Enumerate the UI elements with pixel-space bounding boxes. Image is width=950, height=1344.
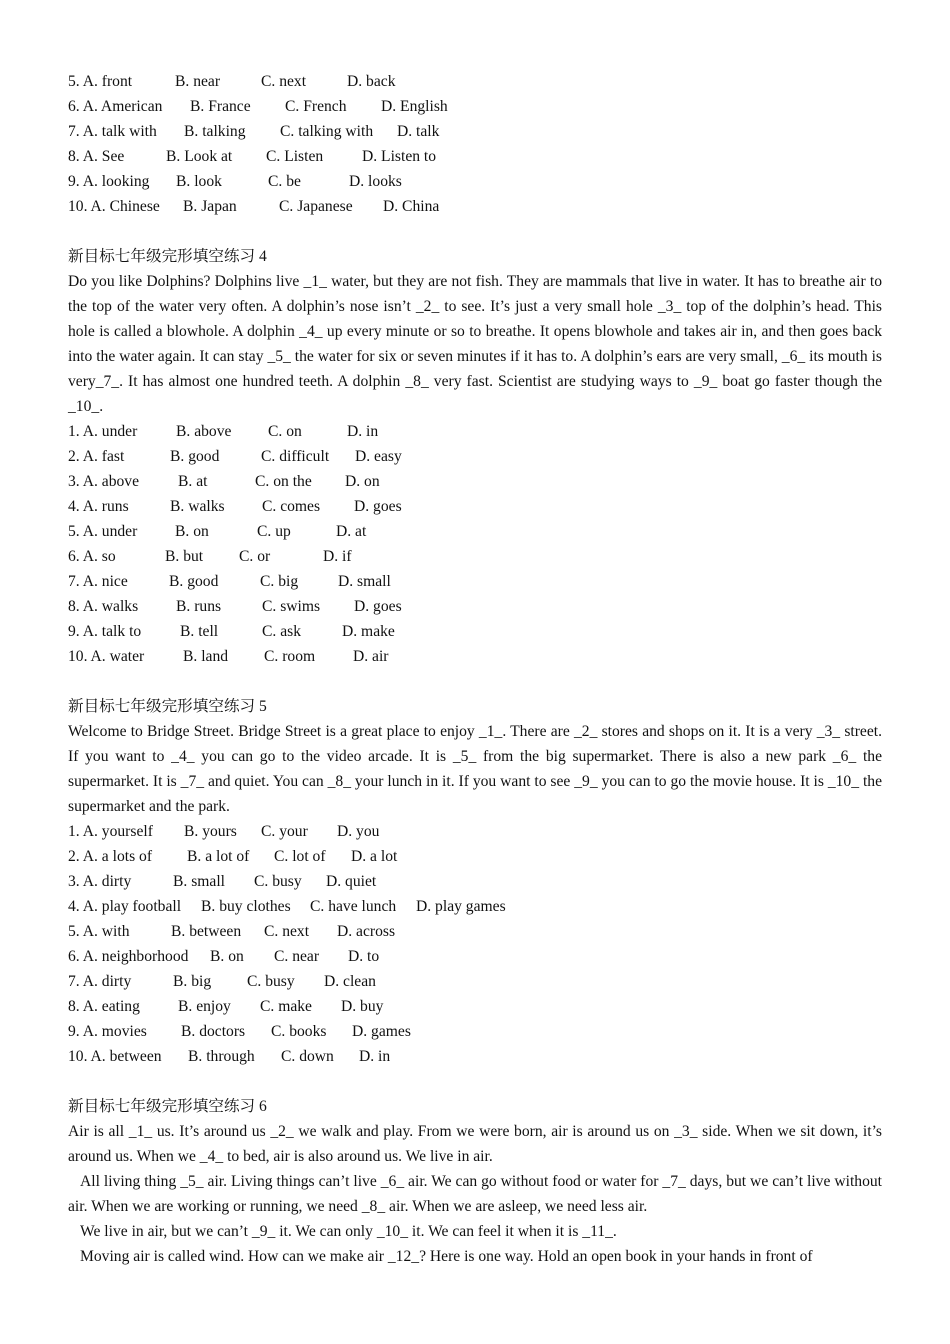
option-b: B. good xyxy=(169,573,219,590)
option-a: 7. A. dirty xyxy=(68,973,132,990)
options-list-exercise-3 xyxy=(68,69,882,219)
option-a: 8. A. eating xyxy=(68,998,140,1015)
option-c: C. up xyxy=(257,523,291,540)
option-b: B. yours xyxy=(184,823,237,840)
option-c: C. down xyxy=(281,1048,334,1065)
option-c: C. books xyxy=(271,1023,327,1040)
exercise-6-title: 新目标七年级完形填空练习 6 xyxy=(68,1098,267,1115)
option-b: B. Look at xyxy=(166,148,233,165)
exercise-6-paragraph-4: Moving air is called wind. How can we make air _12_? Here is one way. Hold an open book in your hands in front of xyxy=(80,1248,813,1265)
option-d: D. back xyxy=(347,73,396,90)
option-c: C. your xyxy=(261,823,308,840)
option-c: C. ask xyxy=(262,623,301,640)
option-b: B. buy clothes xyxy=(201,898,291,915)
option-d: D. on xyxy=(345,473,380,490)
option-c: C. near xyxy=(274,948,320,965)
question-option-row xyxy=(68,469,882,494)
question-option-row xyxy=(68,894,882,919)
options-list-exercise-5 xyxy=(68,819,882,1069)
question-option-row xyxy=(68,919,882,944)
option-a: 9. A. looking xyxy=(68,173,150,190)
option-b: B. but xyxy=(165,548,204,565)
option-a: 5. A. under xyxy=(68,523,138,540)
option-a: 9. A. movies xyxy=(68,1023,147,1040)
option-c: C. on xyxy=(268,423,302,440)
option-a: 6. A. American xyxy=(68,98,163,115)
option-b: B. good xyxy=(170,448,220,465)
option-b: B. talking xyxy=(184,123,246,140)
option-c: C. comes xyxy=(262,498,321,515)
option-b: B. between xyxy=(171,923,242,940)
exercise-5-title: 新目标七年级完形填空练习 5 xyxy=(68,698,267,715)
option-d: D. Listen to xyxy=(362,148,437,165)
option-d: D. quiet xyxy=(326,873,377,890)
option-a: 10. A. Chinese xyxy=(68,198,160,215)
question-option-row xyxy=(68,819,882,844)
option-c: C. on the xyxy=(255,473,312,490)
question-option-row xyxy=(68,644,882,669)
option-b: B. look xyxy=(176,173,222,190)
option-b: B. big xyxy=(173,973,212,990)
option-a: 6. A. so xyxy=(68,548,116,565)
option-a: 9. A. talk to xyxy=(68,623,142,640)
option-c: C. next xyxy=(261,73,307,90)
option-c: C. room xyxy=(264,648,316,665)
question-option-row xyxy=(68,544,882,569)
option-d: D. games xyxy=(352,1023,411,1040)
option-c: C. busy xyxy=(247,973,295,990)
question-option-row xyxy=(68,494,882,519)
option-c: C. have lunch xyxy=(310,898,397,915)
option-d: D. China xyxy=(383,198,440,215)
option-a: 8. A. walks xyxy=(68,598,139,615)
option-a: 1. A. under xyxy=(68,423,138,440)
question-option-row xyxy=(68,944,882,969)
option-d: D. air xyxy=(353,648,389,665)
option-a: 5. A. front xyxy=(68,73,133,90)
option-d: D. you xyxy=(337,823,380,840)
option-a: 7. A. talk with xyxy=(68,123,157,140)
options-list-exercise-4 xyxy=(68,419,882,669)
option-c: C. Japanese xyxy=(279,198,353,215)
option-d: D. goes xyxy=(354,598,402,615)
option-a: 10. A. between xyxy=(68,1048,162,1065)
option-b: B. above xyxy=(176,423,232,440)
section-gap xyxy=(68,1069,882,1094)
exercise-4-passage: Do you like Dolphins? Dolphins live _1_ water, but they are not fish. They are mammals that live in water. It has to breathe air to the top of the water very often. A dolphin’s nose isn’t _2_ to see. It’s just a very small hole _3_ top of the dolphin’s head. This hole is called a blowhole. A dolphin _4_ up every minute or so to breathe. It opens blowhole and takes air in, and then goes back into the water again. It can stay _5_ the water for six or seven minutes if it has to. A dolphin’s ears are very small, _6_ its mouth is very_7_. It has almost one hundred teeth. A dolphin _8_ very fast. Scientist are studying ways to _9_ boat go faster though the _10_. xyxy=(68,273,882,415)
question-option-row xyxy=(68,569,882,594)
option-d: D. looks xyxy=(349,173,402,190)
option-b: B. at xyxy=(178,473,208,490)
option-a: 1. A. yourself xyxy=(68,823,153,840)
option-d: D. English xyxy=(381,98,448,115)
question-option-row xyxy=(68,69,882,94)
question-option-row xyxy=(68,1044,882,1069)
question-option-row xyxy=(68,619,882,644)
option-b: B. near xyxy=(175,73,221,90)
question-option-row xyxy=(68,1019,882,1044)
option-b: B. on xyxy=(210,948,244,965)
option-c: C. swims xyxy=(262,598,321,615)
option-c: C. be xyxy=(268,173,301,190)
option-d: D. in xyxy=(359,1048,391,1065)
option-c: C. difficult xyxy=(261,448,330,465)
exercise-5-passage: Welcome to Bridge Street. Bridge Street is a great place to enjoy _1_. There are _2_ stores and shops on it. It is a very _3_ street. If you want to _4_ you can go to the video arcade. It is _5_ from the big supermarket. There is also a new park _6_ the supermarket. It is _7_ and quiet. You can _8_ your lunch in it. If you want to see _9_ you can to go the movie house. It is _10_ the supermarket and the park. xyxy=(68,723,882,815)
option-c: C. big xyxy=(260,573,299,590)
question-option-row xyxy=(68,519,882,544)
option-c: C. Listen xyxy=(266,148,324,165)
option-b: B. through xyxy=(188,1048,255,1065)
option-d: D. at xyxy=(336,523,367,540)
option-a: 3. A. above xyxy=(68,473,140,490)
option-d: D. talk xyxy=(397,123,440,140)
option-a: 4. A. play football xyxy=(68,898,182,915)
option-d: D. small xyxy=(338,573,391,590)
option-a: 3. A. dirty xyxy=(68,873,132,890)
question-option-row xyxy=(68,419,882,444)
option-a: 6. A. neighborhood xyxy=(68,948,189,965)
question-option-row xyxy=(68,194,882,219)
section-gap xyxy=(68,669,882,694)
option-a: 10. A. water xyxy=(68,648,145,665)
option-d: D. if xyxy=(323,548,352,565)
option-b: B. tell xyxy=(180,623,219,640)
option-b: B. walks xyxy=(170,498,225,515)
option-b: B. small xyxy=(173,873,225,890)
question-option-row xyxy=(68,994,882,1019)
question-option-row xyxy=(68,594,882,619)
option-c: C. make xyxy=(260,998,312,1015)
option-b: B. France xyxy=(190,98,251,115)
option-a: 7. A. nice xyxy=(68,573,128,590)
question-option-row xyxy=(68,444,882,469)
question-option-row xyxy=(68,969,882,994)
option-a: 5. A. with xyxy=(68,923,130,940)
option-d: D. to xyxy=(348,948,380,965)
option-a: 4. A. runs xyxy=(68,498,129,515)
option-a: 8. A. See xyxy=(68,148,125,165)
option-d: D. clean xyxy=(324,973,376,990)
option-d: D. easy xyxy=(355,448,402,465)
question-option-row xyxy=(68,169,882,194)
question-option-row xyxy=(68,144,882,169)
option-d: D. buy xyxy=(341,998,384,1015)
question-option-row xyxy=(68,94,882,119)
option-a: 2. A. fast xyxy=(68,448,125,465)
option-b: B. doctors xyxy=(181,1023,246,1040)
option-d: D. in xyxy=(347,423,379,440)
option-b: B. a lot of xyxy=(187,848,250,865)
option-b: B. enjoy xyxy=(178,998,231,1015)
option-c: C. French xyxy=(285,98,347,115)
option-d: D. goes xyxy=(354,498,402,515)
option-c: C. or xyxy=(239,548,271,565)
option-b: B. Japan xyxy=(183,198,237,215)
question-option-row xyxy=(68,869,882,894)
question-option-row xyxy=(68,844,882,869)
option-d: D. play games xyxy=(416,898,506,915)
exercise-6-paragraph-3: We live in air, but we can’t _9_ it. We can only _10_ it. We can feel it when it is _11_. xyxy=(80,1223,617,1240)
option-d: D. across xyxy=(337,923,396,940)
option-c: C. lot of xyxy=(274,848,326,865)
option-c: C. busy xyxy=(254,873,302,890)
option-a: 2. A. a lots of xyxy=(68,848,153,865)
exercise-4-title: 新目标七年级完形填空练习 4 xyxy=(68,248,267,265)
option-b: B. land xyxy=(183,648,229,665)
option-b: B. runs xyxy=(176,598,222,615)
exercise-6-paragraph-2: All living thing _5_ air. Living things can’t live _6_ air. We can go without food or water for _7_ days, but we can’t live without air. When we are working or running, we need _8_ air. When we are asleep, we need less air. xyxy=(68,1173,882,1215)
option-c: C. next xyxy=(264,923,310,940)
option-b: B. on xyxy=(175,523,209,540)
section-gap xyxy=(68,219,882,244)
document-page xyxy=(68,69,882,1269)
option-d: D. a lot xyxy=(351,848,398,865)
option-c: C. talking with xyxy=(280,123,374,140)
option-d: D. make xyxy=(342,623,395,640)
question-option-row xyxy=(68,119,882,144)
exercise-6-paragraph-1: Air is all _1_ us. It’s around us _2_ we walk and play. From we were born, air is around us on _3_ side. When we sit down, it’s around us. When we _4_ to bed, air is also around us. We live in air. xyxy=(68,1123,882,1165)
